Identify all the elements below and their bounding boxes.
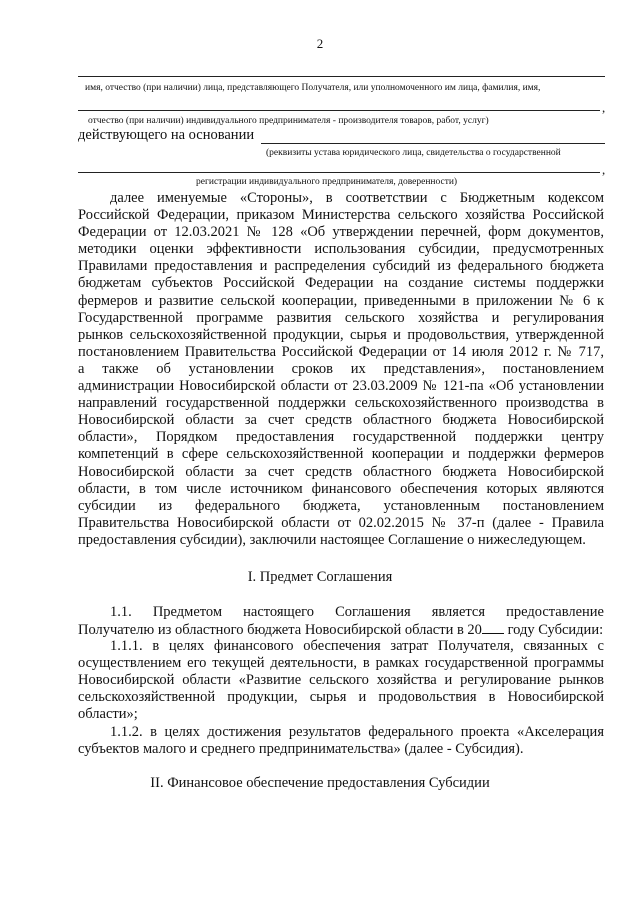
preamble-paragraph	[78, 190, 604, 549]
clause-line	[78, 621, 604, 638]
clause-line: 1.1.2. в целях достижения результатов федерального проекта «Акселерация	[110, 724, 604, 740]
preamble-line: Государственной программе развития сельского хозяйства и регулирования	[78, 309, 604, 326]
clause-text: году Субсидии:	[503, 622, 604, 639]
clause-line: осуществлением его текущей деятельности, в рамках государственной программы	[78, 655, 604, 672]
section-2-title: II. Финансовое обеспечение предоставления Субсидии	[150, 775, 490, 791]
fill-line-basis[interactable]	[261, 143, 605, 144]
caption-fio-ip: отчество (при наличии) индивидуального предпринимателя - производителя товаров, работ, услуг)	[88, 116, 489, 126]
preamble-line: Новосибирской области за счет средств областного бюджета Новосибирской	[78, 463, 604, 480]
preamble-line: Российской Федерации, приказом Министерства сельского хозяйства Российской	[78, 207, 604, 224]
clause-line: сельскохозяйственной продукции, сырья и продовольствия в Новосибирской	[78, 689, 604, 706]
clause-line: 1.1. Предметом настоящего Соглашения является предоставление	[110, 604, 604, 620]
section-1-title: I. Предмет Соглашения	[247, 569, 393, 585]
section-1-paragraph-2	[78, 638, 604, 723]
page-number: 2	[316, 36, 324, 51]
preamble-line: направлений государственной поддержки сельскохозяйственного производства в	[78, 395, 604, 412]
preamble-line: предоставления субсидии), заключили настоящее Соглашение о нижеследующем.	[78, 531, 586, 548]
preamble-line: бюджетам субъектов Российской Федерации на создание системы поддержки	[78, 275, 604, 292]
preamble-line: Правительства Новосибирской области от 02.02.2015 № 37-п (далее - Правила	[78, 514, 604, 531]
clause-line: субъектов малого и среднего предпринимательства» (далее - Субсидия).	[78, 741, 524, 758]
clause-line: Новосибирской области «Развитие сельского хозяйства и регулирование рынков	[78, 672, 604, 689]
preamble-line: области», Порядком предоставления государственной поддержки центру	[78, 429, 604, 446]
clause-line: области»;	[78, 706, 138, 723]
preamble-line: фермеров и развитие сельской кооперации, приведенными в приложении № 6 к	[78, 292, 604, 309]
preamble-line: а также об установлении сроков их представления», постановлением	[78, 360, 604, 377]
fill-line-representative[interactable]	[78, 76, 605, 77]
clause-line: 1.1.1. в целях финансового обеспечения затрат Получателя, связанных с	[110, 638, 604, 654]
section-1-paragraph-1	[78, 604, 604, 638]
section-1-paragraph-3	[78, 724, 604, 758]
preamble-line: области, в том числе источником финансового обеспечения которых являются	[78, 480, 604, 497]
preamble-line: Федерации от 12.03.2021 № 128 «Об утверждении перечней, форм документов,	[78, 224, 604, 241]
preamble-line: администрации Новосибирской области от 23.03.2009 № 121-па «Об установлении	[78, 378, 604, 395]
preamble-line: методики оценки эффективности использования субсидии, предусмотренных	[78, 241, 604, 258]
comma-1: ,	[602, 100, 606, 115]
preamble-line: далее именуемые «Стороны», в соответствии с Бюджетным кодексом	[110, 190, 604, 206]
preamble-line: постановлением Правительства Российской Федерации от 14 июля 2012 г. № 717,	[78, 343, 604, 360]
preamble-line: рынков сельскохозяйственной продукции, сырья и продовольствия, утвержденной	[78, 326, 604, 343]
caption-fio-representative: имя, отчество (при наличии) лица, представляющего Получателя, или уполномоченного им лица, фамилия, имя,	[85, 83, 541, 93]
fill-line-fio[interactable]	[78, 110, 600, 111]
preamble-line: Правилами предоставления и распределения субсидий из федерального бюджета	[78, 258, 604, 275]
caption-requisites-1: (реквизиты устава юридического лица, свидетельства о государственной	[266, 148, 561, 158]
preamble-line: субсидии из федерального бюджета, установленным постановлением	[78, 497, 604, 514]
preamble-line: Новосибирской области за счет средств областного бюджета Новосибирской	[78, 412, 604, 429]
acting-basis-label: действующего на основании	[78, 127, 255, 143]
clause-text: Получателю из областного бюджета Новосибирской области в 20	[78, 622, 482, 639]
fill-line-requisites[interactable]	[78, 172, 600, 173]
comma-2: ,	[602, 162, 606, 177]
caption-requisites-2: регистрации индивидуального предпринимателя, доверенности)	[196, 177, 458, 187]
preamble-line: компетенций в сфере сельскохозяйственной кооперации и поддержки фермеров	[78, 446, 604, 463]
year-blank-field[interactable]	[482, 621, 504, 634]
